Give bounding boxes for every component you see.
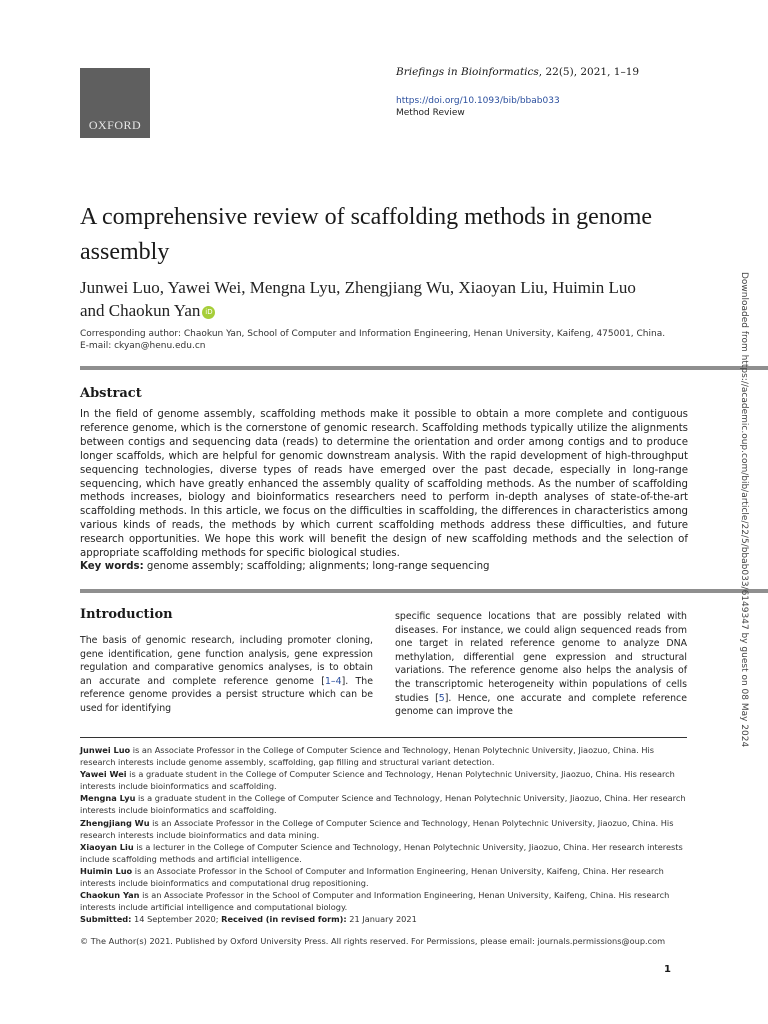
citation-link[interactable]: 5 [438,692,445,704]
author-list [80,276,660,322]
logo-text: OXFORD [88,118,142,132]
received-label: Received (in revised form): [221,914,347,925]
bio-name: Chaokun Yan [80,890,140,901]
bio-text: is a graduate student in the College of Computer Science and Technology, Henan Polytechnic University, Jiaozuo, China. His research interests include bioinformatics and scaffolding. [80,769,675,792]
bio-text: is an Associate Professor in the School of Computer and Information Engineering, Henan University, Kaifeng, China. Her research interests include bioinformatics and computational drug repositioning. [80,865,664,889]
bio-name: Xiaoyan Liu [80,841,134,852]
journal-name: Briefings in Bioinformatics [396,66,539,78]
corresponding-author [80,328,665,352]
bio-text: is an Associate Professor in the College of Computer Science and Technology, Henan Polytechnic University, Jiaozuo, China. His research interests include genome assembly, scaffolding, gap filling and structural variant detection. [80,745,655,768]
intro-text: ]. The reference genome provides a persist structure which can be used for identifying [80,675,373,714]
bio-entry [80,817,687,841]
oxford-logo [80,68,150,138]
received-date: 21 January 2021 [346,914,417,925]
citation-link[interactable]: 1–4 [324,675,342,687]
submitted-date: 14 September 2020; [131,914,222,925]
bio-entry [80,865,687,889]
intro-text: specific sequence locations that are possibly related with diseases. For instance, we could align sequenced reads from one target in related reference genome to analyze DNA methylation, differential gene expression and structural variations. The reference genome also helps the analysis of the transcriptomic heterogeneity within populations of cells studies [ [395,611,687,704]
bio-name: Yawei Wei [80,769,127,780]
intro-column-left [80,634,373,716]
introduction-heading: Introduction [80,607,173,622]
abstract-text: In the field of genome assembly, scaffolding methods make it possible to obtain a more complete and contiguous reference genome, which is the cornerstone of genomic research. Scaffolding methods typically utilize the alignments between contigs and sequencing data (reads) to determine the orientation and order among contigs and to produce longer scaffolds, which are helpful for genomic downstream analysis. With the rapid development of high-throughput sequencing technologies, diverse types of reads have emerged over the past decade, especially in long-range sequencing, which have greatly enhanced the assembly quality of scaffolding methods. As the number of scaffolding methods increases, biology and bioinformatics researchers need to perform in-depth analyses of state-of-the-art scaffolding methods. In this article, we focus on the difficulties in scaffolding, the differences in characteristics among various kinds of reads, the methods by which current scaffolding methods address these difficulties, and future research opportunities. We hope this work will benefit the design of new scaffolding methods and the selection of appropriate scaffolding methods for specific biological studies. [80,409,688,560]
bio-name: Huimin Luo [80,865,133,876]
download-watermark: Downloaded from https://academic.oup.com/bib/article/22/5/bbab033/6149347 by guest on 08 May 2024 [739,272,749,748]
bio-text: is an Associate Professor in the School of Computer and Information Engineering, Henan University, Kaifeng, China. His research interests include artificial intelligence and computational biology. [80,890,670,913]
journal-volume: , 22(5), 2021, 1–19 [538,66,640,78]
copyright-notice: © The Author(s) 2021. Published by Oxford University Press. All rights reserved. For Permissions, please email: journals.permissions@oup.com [80,936,666,946]
bio-entry [80,768,687,792]
dates-line [80,913,687,925]
bio-text: is an Associate Professor in the College of Computer Science and Technology, Henan Polytechnic University, Jiaozuo, China. His research interests include bioinformatics and data mining. [80,817,674,840]
article-type: Method Review [396,108,465,118]
intro-text: ]. Hence, one accurate and complete reference genome can improve the [395,692,687,718]
section-divider [80,589,768,593]
bio-text: is a lecturer in the College of Computer Science and Technology, Henan Polytechnic University, Jiaozuo, China. Her research interests include scaffolding methods and artificial intelligence. [80,841,683,864]
author-bios [80,744,687,925]
bio-entry [80,792,687,816]
corresponding-text: Corresponding author: Chaokun Yan, School of Computer and Information Engineering, Henan University, Kaifeng, 475001, China. [80,329,666,339]
bio-name: Mengna Lyu [80,793,136,804]
footnote-divider [80,737,687,738]
bio-entry [80,889,687,913]
keywords-text: genome assembly; scaffolding; alignments; long-range sequencing [143,561,490,572]
keywords [80,561,490,572]
bio-entry [80,744,687,768]
intro-column-right [395,610,687,719]
doi-link[interactable]: https://doi.org/10.1093/bib/bbab033 [396,96,560,106]
abstract-heading: Abstract [80,386,142,401]
bio-text: is a graduate student in the College of Computer Science and Technology, Henan Polytechnic University, Jiaozuo, China. Her research interests include bioinformatics and scaffolding. [80,793,686,816]
article-title: A comprehensive review of scaffolding methods in genome assembly [80,204,653,265]
bio-name: Junwei Luo [80,745,131,755]
journal-citation [396,66,639,78]
email-text: E-mail: ckyan@henu.edu.cn [80,341,206,351]
authors-text: Junwei Luo, Yawei Wei, Mengna Lyu, Zhengjiang Wu, Xiaoyan Liu, Huimin Luo and Chaokun Yan [80,278,636,320]
section-divider [80,366,768,370]
submitted-label: Submitted: [80,914,132,925]
intro-text: The basis of genomic research, including promoter cloning, gene identification, gene function analysis, gene expression regulation and comparative genomics analyses, is to obtain an accurate and complete reference genome [ [80,635,373,687]
page-number: 1 [664,964,671,975]
orcid-icon[interactable]: iD [202,306,215,319]
bio-name: Zhengjiang Wu [80,817,150,828]
bio-entry [80,841,687,865]
keywords-label: Key words: [80,561,144,572]
